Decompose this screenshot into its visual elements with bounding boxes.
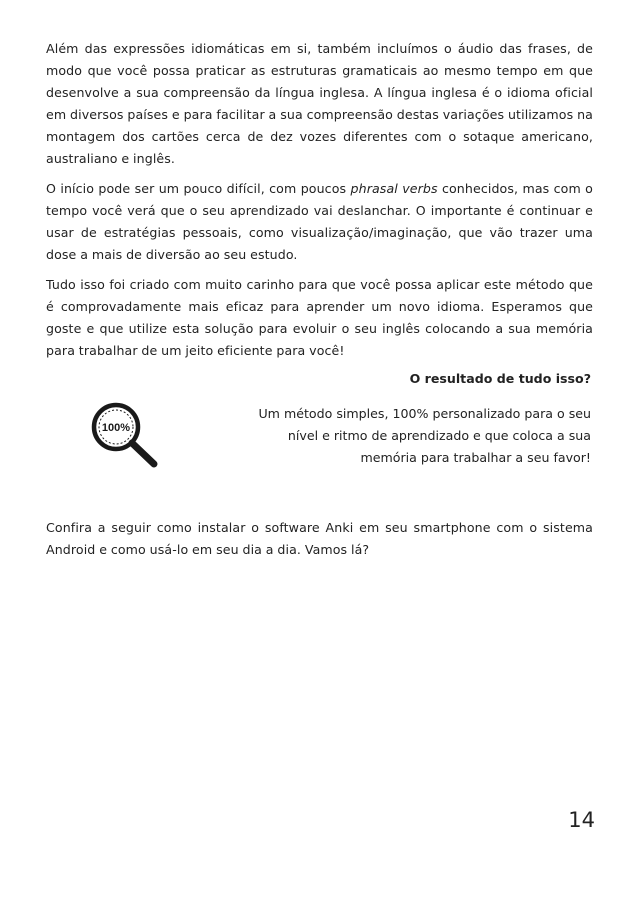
result-description — [191, 403, 591, 469]
page-body — [46, 38, 593, 561]
learning-paragraph-start: O início pode ser um pouco difícil, com poucos — [46, 181, 351, 196]
learning-paragraph — [46, 178, 593, 266]
magnifier-icon — [88, 401, 164, 469]
result-heading: O resultado de tudo isso? — [409, 371, 591, 386]
anki-paragraph: Confira a seguir como instalar o software Anki em seu smartphone com o sistema Android e como usá-lo em seu dia a dia. Vamos lá? — [46, 520, 593, 557]
phrasal-verbs-emphasis: phrasal verbs — [350, 181, 438, 196]
result-line: nível e ritmo de aprendizado e que coloca a sua — [287, 428, 591, 443]
magnifier-label: 100% — [101, 422, 131, 434]
method-paragraph: Tudo isso foi criado com muito carinho para que você possa aplicar este método que é comprovadamente mais eficaz para aprender um novo idioma. Esperamos que goste e que utilize esta solução para evoluir o seu inglês colocando a sua memória para trabalhar de um jeito eficiente para você! — [46, 277, 593, 358]
result-line: Um método simples, 100% personalizado para o seu — [258, 406, 591, 421]
learning-paragraph-end: conhecidos, mas com o tempo você verá que o seu aprendizado vai deslanchar. O importante é continuar e usar de estratégias pessoais, como visualização/imaginação, que vão trazer uma dose a mais de diversão ao seu estudo. — [46, 181, 593, 262]
page-number: 14 — [568, 808, 595, 832]
result-line: memória para trabalhar a seu favor! — [360, 450, 591, 465]
result-block — [46, 403, 593, 473]
intro-paragraph: Além das expressões idiomáticas em si, também incluímos o áudio das frases, de modo que você possa praticar as estruturas gramaticais ao mesmo tempo em que desenvolve a sua compreensão da língua inglesa. A língua inglesa é o idioma oficial em diversos países e para facilitar a sua compreensão destas variações utilizamos na montagem dos cartões cerca de dez vozes diferentes com o sotaque americano, australiano e inglês. — [46, 41, 593, 166]
